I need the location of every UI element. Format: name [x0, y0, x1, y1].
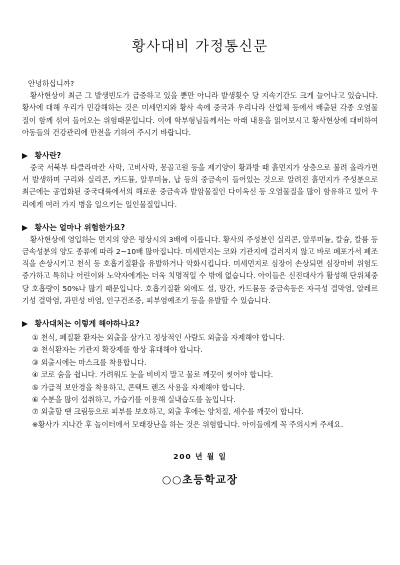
list-item: ② 천식환자는 기관지 확장제를 항상 휴대해야 합니다.	[32, 345, 203, 355]
section-heading	[22, 149, 378, 162]
list-item: ① 천식, 폐질환 환자는 외출을 삼가고 정상적인 사람도 외출을 자제해야 합니다.	[32, 333, 285, 343]
list-item: ⑥ 수분을 많이 섭취하고, 가습기를 이용해 실내습도를 높입니다.	[32, 395, 236, 405]
section-danger	[22, 221, 378, 307]
intro-paragraph: 황사현상이 최근 그 발생빈도가 급증하고 있을 뿐만 아니라 발생횟수 당 지속기간도 크게 늘어나고 있습니다. 황사에 대해 우리가 민감해하는 것은 미세먼지와 황사 속에 중국과 우리나라 산업체 등에서 배출된 각종 오염물질이 함께 섞여 들어오는 위험때문입니다. 이에 학부형님들께서는 아래 내용을 읽어보시고 황사현상에 대비하여 아동들의 건강관리에 만전을 기하여 주시기 바랍니다.	[22, 91, 378, 137]
section-heading-text: 황사는 얼마나 위험한가요?	[34, 222, 126, 232]
section-what-is-yellow-dust	[22, 149, 378, 211]
section-heading	[22, 221, 378, 234]
arrow-icon: ▶	[22, 151, 28, 161]
section-body: 중국 서북부 타클라마칸 사막, 고비사막, 몽골고원 등을 제기양이 황과방 때 흙먼지가 상층으로 불려 올라가면서 발생하며 구리와 실리콘, 카드뮴, 알루미늄, 납 등의 중금속이 들어있는 것으로 알려진 흙먼지가 주성분으로 최근에는 공업화된 중국대륙에서의 해로운 중금속과 발암물질인 다이옥신 등 오염물질을 많이 함유하고 있어 우리에게 여러 가지 병을 일으키는 일인물질입니다.	[22, 163, 378, 209]
list-item: ③ 외출시에는 마스크를 착용합니다.	[32, 357, 147, 367]
issue-date: 200 년 월 일	[173, 452, 227, 462]
arrow-icon: ▶	[22, 222, 28, 232]
section-heading-text: 황사란?	[34, 151, 62, 161]
document-title: 황사대비 가정통신문	[131, 39, 269, 55]
list-item: ⑦ 외출할 땐 크림등으로 피부를 보호하고, 외출 후에는 양치질, 세수를 깨끗이 합니다.	[32, 407, 304, 417]
section-response	[22, 317, 378, 431]
principal-signature: ○○초등학교장	[161, 474, 239, 487]
caution-note: ※황사가 지나간 후 놀이터에서 모래장난을 하는 것은 위험합니다. 아이들에게 꼭 주의시켜 주세요.	[32, 419, 344, 429]
section-heading-text: 황사대처는 이렇게 해야하나요?	[34, 319, 140, 329]
greeting: 안녕하십니까?	[28, 79, 75, 88]
section-body: 황사현상에 영입하는 먼지의 양은 평상시의 3배에 이릅니다. 황사의 주성분인 실리콘, 알루미늄, 칼슘, 칼륨 등 금속성분의 양도 종류에 따라 2~10배 많아집니다. 미세먼지는 코와 기관지에 걸러지지 않고 바로 폐포가서 폐조직을 손상시키고 천식 등 호흡기질환을 유발하거나 악화시킵니다. 미세먼지로 심장이 손상되면 심장마비 위험도 증가하고 특히나 어린이와 노약자에게는 더욱 치명적일 수 밖에 없습니다. 아이들은 신진대사가 활성해 단위체중당 호흡량이 50%나 많기 때문입니다. 호흡기질환 외에도 설, 망간, 카드뮴등 중금속등은 자극성 결막염, 알레르기성 결막염, 과민성 비염, 인구건조증, 피부염예조기 등을 유발할 수 있습니다.	[22, 234, 378, 305]
arrow-icon: ▶	[22, 319, 28, 329]
response-list	[22, 332, 378, 419]
notice-page	[22, 14, 378, 487]
list-item: ⑤ 가급적 보안경을 착용하고, 콘택트 렌즈 사용을 자제해야 합니다.	[32, 382, 246, 392]
section-heading	[22, 317, 378, 330]
list-item: ④ 코로 숨을 쉽니다. 가려워도 눈을 비비지 말고 물로 깨끗이 씻어야 합니다.	[32, 370, 274, 380]
